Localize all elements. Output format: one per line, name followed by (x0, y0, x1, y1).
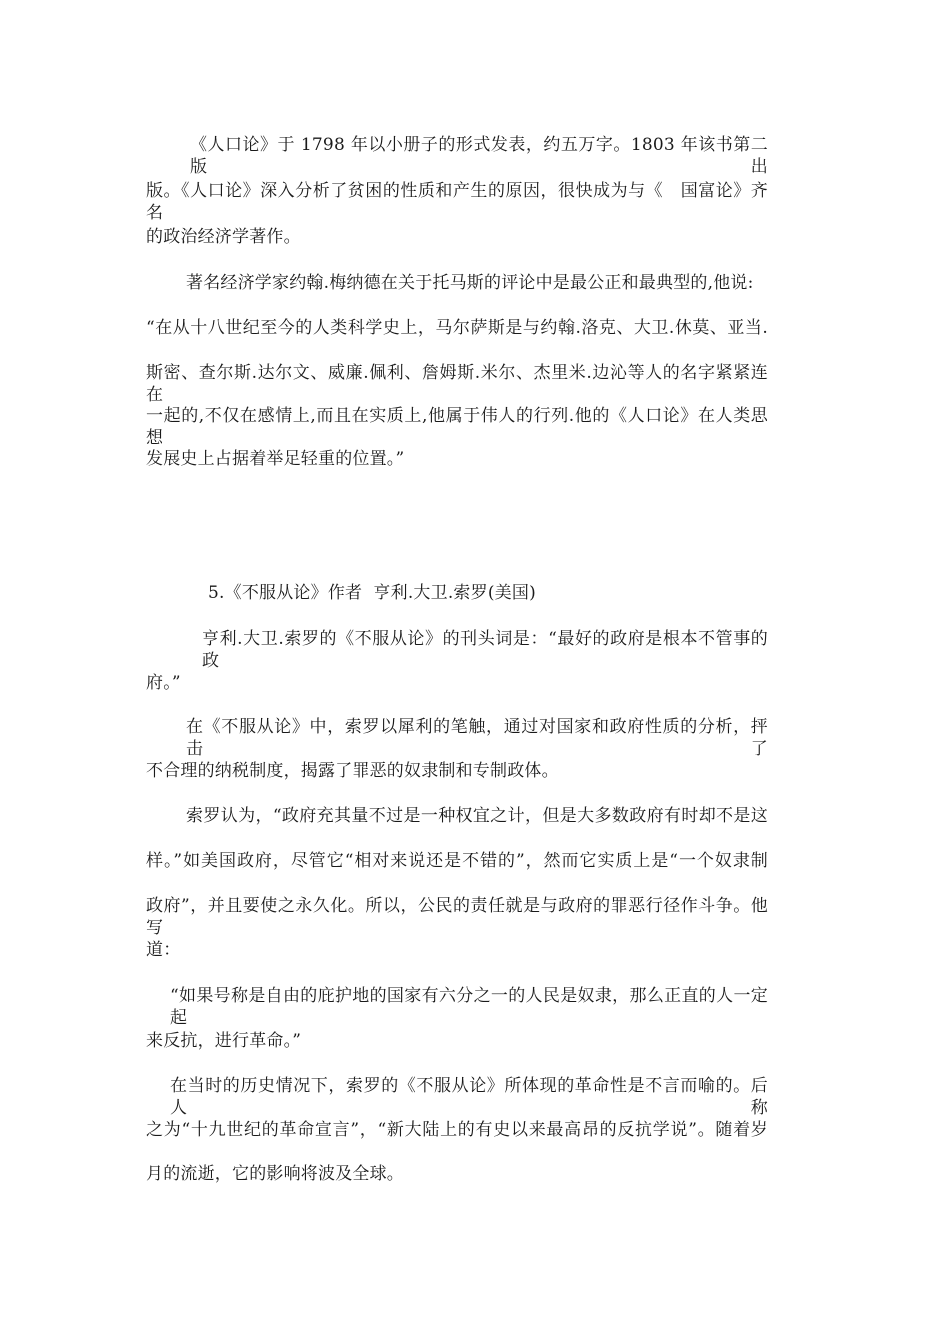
text-line: 府。” (146, 673, 181, 693)
text-line: 不合理的纳税制度，揭露了罪恶的奴隶制和专制政体。 (146, 761, 559, 781)
text-line: 之为“十九世纪的革命宣言”，“新大陆上的有史以来最高昂的反抗学说”。随着岁 (146, 1120, 768, 1140)
text-line: 道： (146, 940, 181, 960)
text-line: “在从十八世纪至今的人类科学史上，马尔萨斯是与约翰.洛克、大卫.休莫、亚当. (146, 318, 768, 338)
text-line: 月的流逝，它的影响将波及全球。 (146, 1164, 404, 1184)
text-line: “如果号称是自由的庇护地的国家有六分之一的人民是奴隶，那么正直的人一定起 (170, 986, 768, 1028)
text-line: 在《不服从论》中，索罗以犀利的笔触，通过对国家和政府性质的分析，抨击了 (186, 717, 768, 759)
text-line: 索罗认为，“政府充其量不过是一种权宜之计，但是大多数政府有时却不是这 (186, 806, 768, 826)
text-line: 样。”如美国政府，尽管它“相对来说还是不错的”，然而它实质上是“一个奴隶制 (146, 851, 768, 871)
text-line: 《人口论》于 1798 年以小册子的形式发表，约五万字。1803 年该书第二版出 (190, 135, 768, 177)
section-heading: 5.《不服从论》作者 亨利.大卫.索罗(美国) (208, 583, 536, 603)
text-line: 发展史上占据着举足轻重的位置。” (146, 449, 405, 469)
text-line: 一起的,不仅在感情上,而且在实质上,他属于伟人的行列.他的《人口论》在人类思想 (146, 406, 768, 448)
text-line: 著名经济学家约翰.梅纳德在关于托马斯的评论中是最公正和最典型的,他说: (186, 273, 754, 293)
text-line: 政府”，并且要使之永久化。所以，公民的责任就是与政府的罪恶行径作斗争。他写 (146, 896, 768, 938)
text-line: 在当时的历史情况下，索罗的《不服从论》所体现的革命性是不言而喻的。后人称 (170, 1076, 768, 1118)
text-line: 的政治经济学著作。 (146, 227, 301, 247)
text-line: 来反抗，进行革命。” (146, 1031, 302, 1051)
text-line: 亨利.大卫.索罗的《不服从论》的刊头词是：“最好的政府是根本不管事的政 (202, 629, 768, 671)
text-line: 版。《人口论》深入分析了贫困的性质和产生的原因，很快成为与《 国富论》齐名 (146, 181, 768, 223)
text-line: 斯密、查尔斯.达尔文、威廉.佩利、詹姆斯.米尔、杰里米.边沁等人的名字紧紧连在 (146, 363, 768, 405)
